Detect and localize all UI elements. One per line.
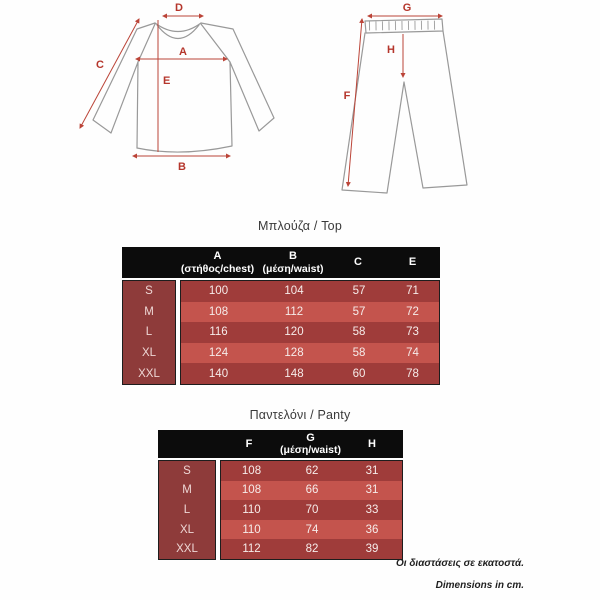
measurement-cell: 104 (284, 285, 304, 298)
header-letter: C (354, 256, 362, 269)
pants-table-title: Παντελόνι / Panty (249, 408, 351, 422)
measurement-cell: 31 (365, 484, 379, 497)
pants-measurement-diagram-icon (330, 0, 510, 210)
size-row-label: L (145, 326, 153, 339)
measurement-cell: 57 (352, 285, 366, 298)
measurement-cell: 70 (305, 503, 319, 516)
table-row (221, 481, 402, 501)
measurement-cell: 124 (208, 347, 229, 360)
measurement-cell: 108 (241, 464, 262, 477)
header-subtitle: (στήθος/chest) (180, 262, 255, 275)
measurement-cell: 100 (208, 285, 229, 298)
top-table-header-row (122, 247, 440, 278)
header-col-b (255, 247, 331, 278)
measurement-cell: 39 (365, 543, 379, 556)
size-row-label: XL (179, 523, 195, 536)
footnote-greek: Οι διαστάσεις σε εκατοστά. (395, 558, 524, 569)
measurement-cell: 58 (352, 326, 366, 339)
shirt-measure-d-label: D (175, 2, 183, 14)
header-letter: F (245, 437, 253, 450)
pants-table-body (220, 460, 403, 560)
measurement-cell: 62 (305, 464, 319, 477)
measurement-cell: 78 (406, 367, 419, 380)
shirt-measure-b-label: B (178, 161, 186, 173)
header-col-e (385, 247, 440, 278)
pants-measure-g-label: G (402, 2, 412, 14)
size-row-label: L (183, 503, 191, 516)
table-row (181, 343, 439, 364)
header-col-c (331, 247, 385, 278)
header-subtitle: (μέση/waist) (280, 444, 341, 457)
measurement-cell: 31 (365, 464, 379, 477)
measurement-cell: 74 (305, 523, 319, 536)
table-row (181, 302, 439, 323)
measurement-cell: 140 (208, 367, 229, 380)
header-letter: H (368, 437, 376, 450)
measurement-cell: 110 (242, 503, 261, 516)
table-row (221, 539, 402, 559)
shirt-measure-a-label: A (179, 46, 187, 58)
header-subtitle: (μέση/waist) (262, 262, 324, 275)
measurement-cell: 82 (305, 543, 319, 556)
pants-table-header-row (158, 430, 403, 458)
pants-measure-f-label: F (343, 90, 351, 102)
table-row (221, 461, 402, 481)
measurement-cell: 66 (305, 484, 319, 497)
measurement-cell: 60 (352, 367, 366, 380)
top-table-size-column (122, 280, 176, 385)
size-row-label: S (183, 464, 191, 477)
measurement-cell: 110 (242, 523, 261, 536)
header-letter: B (289, 250, 297, 263)
header-col-f (218, 430, 280, 458)
table-row (181, 322, 439, 343)
measurement-cell: 148 (284, 367, 304, 380)
measurement-cell: 73 (406, 326, 419, 339)
measurement-cell: 71 (406, 285, 419, 298)
measurement-cell: 36 (365, 523, 379, 536)
size-row-label: M (182, 484, 192, 497)
pants-table-size-column (158, 460, 216, 560)
footnotes (396, 557, 524, 600)
measurement-cell: 58 (352, 347, 366, 360)
top-table-body (180, 280, 440, 385)
measurement-cell: 112 (242, 543, 261, 556)
size-row-label: S (145, 285, 153, 298)
header-col-h (341, 430, 403, 458)
measurement-cell: 128 (284, 347, 304, 360)
table-row (221, 520, 402, 540)
shirt-measure-c-label: C (96, 59, 104, 71)
measurement-cell: 33 (365, 503, 379, 516)
header-col-a (180, 247, 255, 278)
pants-measure-h-label: H (387, 44, 395, 56)
measurement-cell: 57 (352, 305, 366, 318)
table-row (221, 500, 402, 520)
header-letter: A (213, 250, 222, 263)
size-row-label: M (144, 305, 154, 318)
header-letter: E (408, 256, 417, 269)
header-col-g (280, 430, 341, 458)
shirt-measure-e-label: E (163, 75, 171, 87)
measurement-cell: 108 (241, 484, 262, 497)
shirt-measurement-diagram-icon (55, 0, 300, 205)
size-row-label: XL (141, 347, 157, 360)
size-row-label: XXL (176, 543, 198, 556)
pants-size-table (158, 430, 403, 562)
measurement-cell: 120 (284, 326, 304, 339)
top-table-title: Μπλούζα / Top (258, 219, 342, 233)
table-row (181, 363, 439, 384)
measurement-cell: 112 (284, 305, 304, 318)
measurement-cell: 116 (209, 326, 228, 339)
header-spacer (122, 247, 180, 278)
footnote-english: Dimensions in cm. (435, 580, 524, 591)
header-letter: G (306, 431, 315, 444)
measurement-cell: 74 (406, 347, 419, 360)
top-size-table (122, 247, 440, 387)
measurement-cell: 108 (208, 305, 229, 318)
header-spacer (158, 430, 218, 458)
measurement-cell: 72 (406, 305, 419, 318)
size-row-label: XXL (138, 367, 160, 380)
table-row (181, 281, 439, 302)
